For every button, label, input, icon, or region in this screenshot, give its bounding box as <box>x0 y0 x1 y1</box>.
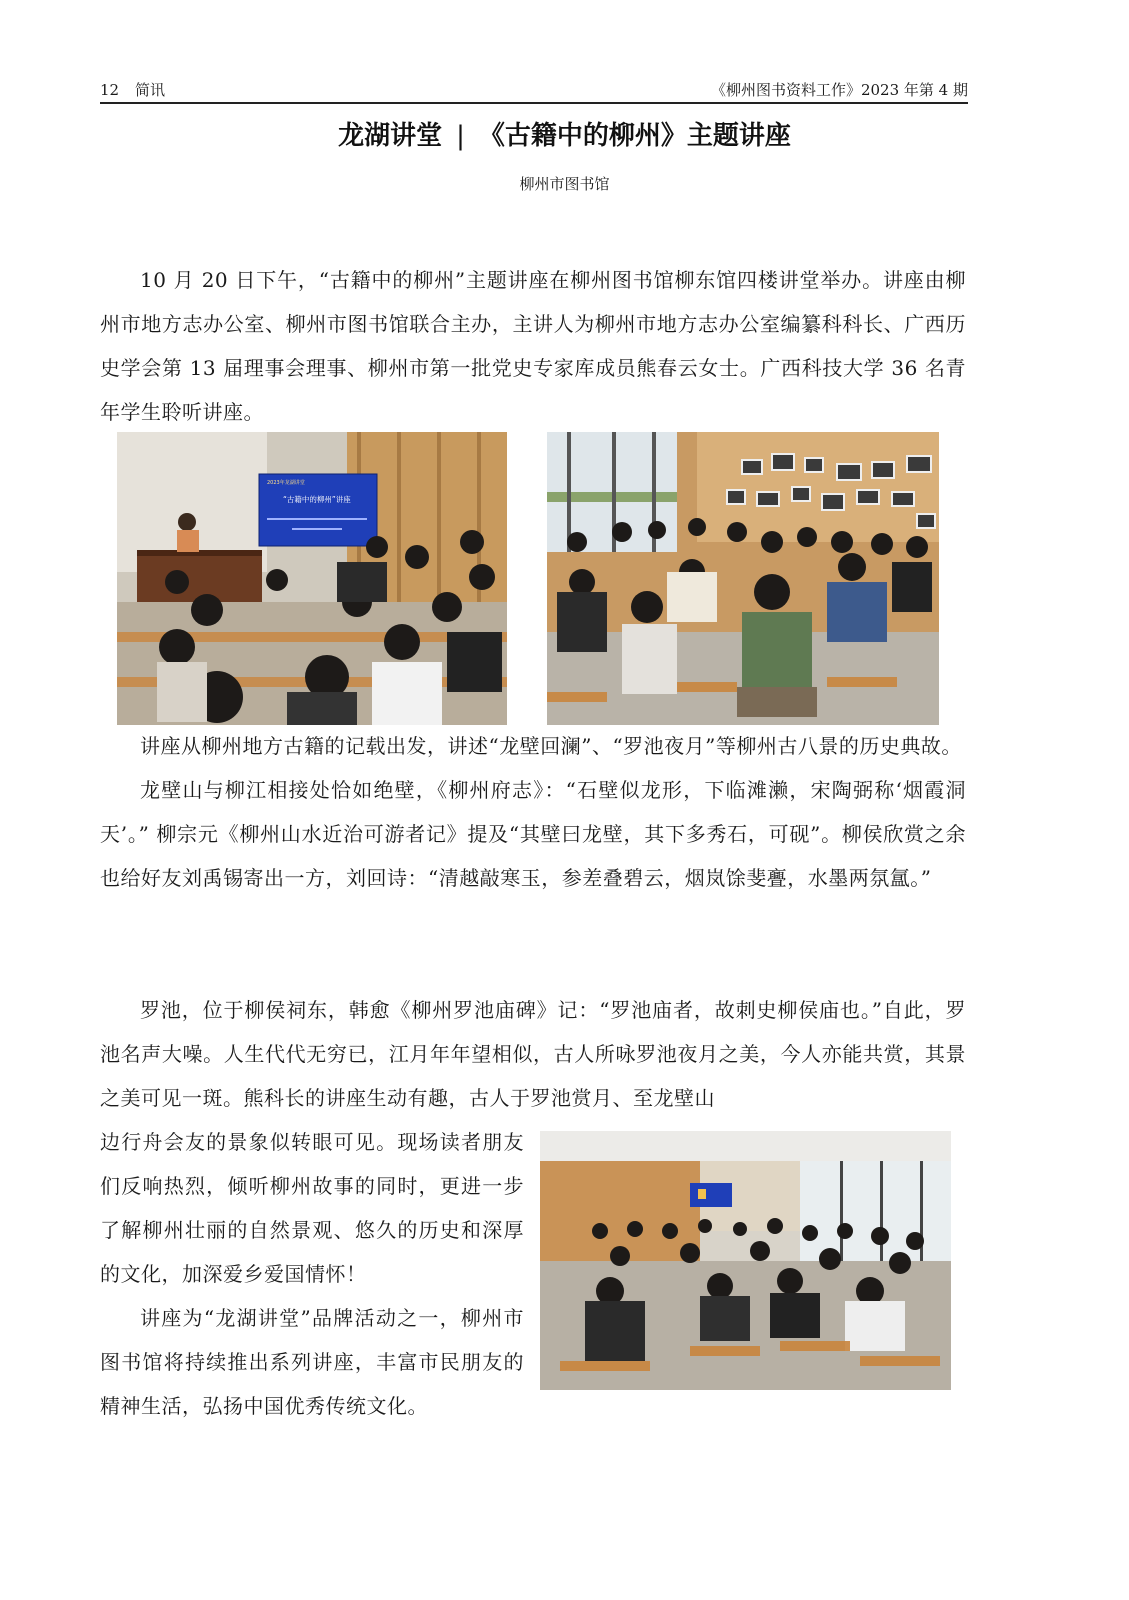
article-title <box>0 118 1129 154</box>
paragraph-text: 讲座从柳州地方古籍的记载出发，讲述“龙壁回澜”、“罗池夜月”等柳州古八景的历史典故。 <box>140 734 962 758</box>
paragraph-text: 边行舟会友的景象似转眼可见。现场读者朋友们反响热烈，倾听柳州故事的同时，更进一步了解柳州壮丽的自然景观、悠久的历史和深厚的文化，加深爱乡爱国情怀！ <box>100 1130 524 1286</box>
photo-lecture-speaker <box>117 432 507 725</box>
article-paragraph-4 <box>100 988 966 1120</box>
slide-line-1: 2023年龙湖讲堂 <box>267 480 305 486</box>
section-label: 简讯 <box>135 81 166 99</box>
article-author: 柳州市图书馆 <box>519 175 610 193</box>
photo-audience-listening <box>547 432 939 725</box>
paragraph-text: 龙壁山与柳江相接处恰如绝壁，《柳州府志》：“石壁似龙形，下临滩濑，宋陶弼称‘烟霞洞天’。” 柳宗元《柳州山水近治可游者记》提及“其壁曰龙壁，其下多秀石，可砚”。柳侯欣赏之余也给好友刘禹锡寄出一方，刘回诗：“清越敲寒玉，参差叠碧云，烟岚馀斐亹，水墨两氛氲。” <box>100 778 966 890</box>
slide-line-2: “古籍中的柳州”讲座 <box>283 495 351 504</box>
journal-name: 《柳州图书资料工作》2023 年第 4 期 <box>710 81 968 99</box>
paragraph-text: 10 月 20 日下午，“古籍中的柳州”主题讲座在柳州图书馆柳东馆四楼讲堂举办。讲座由柳州市地方志办公室、柳州市图书馆联合主办，主讲人为柳州市地方志办公室编纂科科长、广西历史学会第 13 届理事会理事、柳州市第一批党史专家库成员熊春云女士。广西科技大学 36 名青年学生聆听讲座。 <box>100 268 966 424</box>
paragraph-text: 罗池，位于柳侯祠东，韩愈《柳州罗池庙碑》记：“罗池庙者，故刺史柳侯庙也。”自此，罗池名声大噪。人生代代无穷已，江月年年望相似，古人所咏罗池夜月之美，今人亦能共赏，其景之美可见一斑。熊科长的讲座生动有趣，古人于罗池赏月、至龙壁山 <box>100 998 966 1110</box>
article-paragraph-4-continued <box>100 1120 524 1296</box>
title-topic: 《古籍中的柳州》主题讲座 <box>478 121 791 151</box>
page-header <box>100 80 968 104</box>
article-paragraphs-middle <box>100 724 966 900</box>
paragraph-text: 讲座为“龙湖讲堂”品牌活动之一，柳州市图书馆将持续推出系列讲座，丰富市民朋友的精神生活，弘扬中国优秀传统文化。 <box>100 1306 524 1418</box>
title-separator: | <box>456 121 465 151</box>
page-number: 12 <box>100 81 120 99</box>
header-divider <box>100 102 968 104</box>
article-paragraph-5 <box>100 1296 524 1428</box>
article-paragraph-1 <box>100 258 966 434</box>
title-series: 龙湖讲堂 <box>338 121 443 151</box>
photo-lecture-hall <box>540 1131 951 1390</box>
